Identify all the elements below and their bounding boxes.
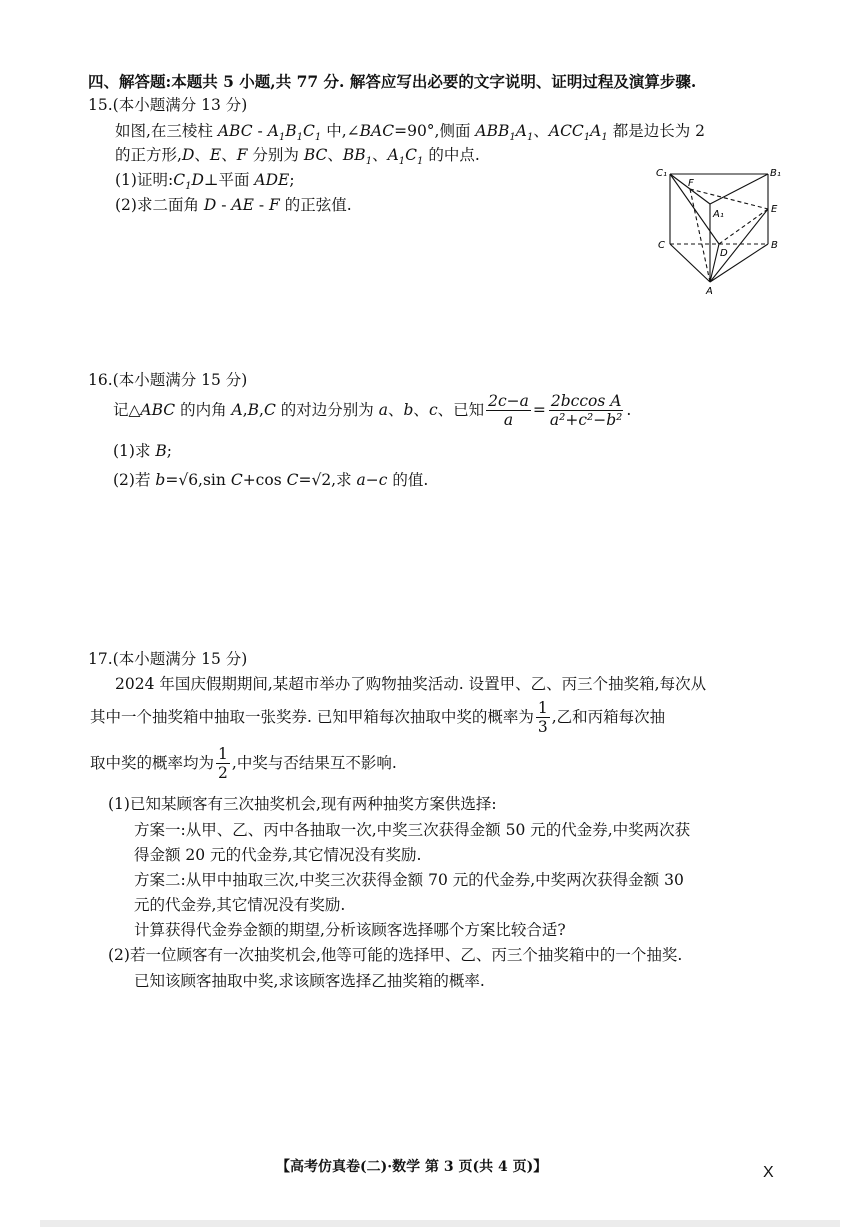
q17-line3: 取中奖的概率均为 $\frac{1}{2}$ ,中奖与否结果互不影响. — [90, 745, 397, 783]
edge-b1-a1 — [710, 174, 768, 204]
label-a1: A₁ — [713, 209, 724, 220]
q17-fraction-one-third: $\frac{1}{3}$ — [537, 699, 548, 737]
label-b: B — [771, 240, 778, 251]
line-c1-d — [670, 174, 719, 244]
q17-calc: 计算获得代金券金额的期望,分析该顾客选择哪个方案比较合适? — [134, 921, 566, 939]
q17-line1: 2024 年国庆假期期间,某超市举办了购物抽奖活动. 设置甲、乙、丙三个抽奖箱,每次从 — [115, 675, 707, 693]
q15-part1: (1)证明$:C_1D\perp$平面 ADE; — [115, 171, 295, 193]
label-f: F — [688, 178, 694, 189]
prism-figure — [650, 162, 790, 297]
line-f-a — [690, 189, 710, 282]
page-footer: 【高考仿真卷(二)·数学 第 3 页(共 4 页)】 — [276, 1159, 548, 1175]
q17-line2: 其中一个抽奖箱中抽取一张奖券. 已知甲箱每次抽取中奖的概率为 $\frac{1}{3}$ ,乙和丙箱每次抽 — [90, 699, 666, 737]
q17-part2-line1: (2)若一位顾客有一次抽奖机会,他等可能的选择甲、乙、丙三个抽奖箱中的一个抽奖. — [108, 946, 683, 964]
line-d-e — [719, 209, 768, 244]
edge-c-a — [670, 244, 710, 282]
q16-fraction-left: $\frac{2c-a}{a}$ — [488, 392, 529, 430]
q17-part2-line2: 已知该顾客抽取中奖,求该顾客选择乙抽奖箱的概率. — [134, 972, 485, 990]
q15-line2: 的正方形,D、E、F 分别为 BC、$BB_1$、$A_1C_1$ 的中点. — [115, 146, 480, 168]
q15-number: 15.(本小题满分 13 分) — [88, 96, 248, 114]
q17-plan2-line2: 元的代金券,其它情况没有奖励. — [134, 896, 346, 914]
q17-part1: (1)已知某顾客有三次抽奖机会,现有两种抽奖方案供选择: — [108, 795, 497, 813]
label-b1: B₁ — [770, 168, 781, 179]
label-a: A — [706, 286, 713, 297]
label-c: C — [658, 240, 665, 251]
q16-fraction-right: $\frac{\text{2bccos A}}{\text{a²+c²−b²}}$ — [549, 392, 623, 430]
label-e: E — [771, 204, 778, 215]
q15-line1: 如图,在三棱柱 ABC - $A_1B_1C_1$ 中,∠BAC=90°,侧面 $ABB_1A_1$、$ACC_1A_1$ 都是边长为 2 — [115, 122, 705, 144]
q15-part2: (2)求二面角 D - AE - F 的正弦值. — [115, 196, 352, 214]
q17-plan1-line1: 方案一:从甲、乙、丙中各抽取一次,中奖三次获得金额 50 元的代金券,中奖两次获 — [134, 821, 691, 839]
section-header: 四、解答题:本题共 5 小题,共 77 分. 解答应写出必要的文字说明、证明过程及演算步骤. — [88, 72, 697, 91]
q17-plan2-line1: 方案二:从甲中抽取三次,中奖三次获得金额 70 元的代金券,中奖两次获得金额 30 — [134, 871, 684, 889]
q16-number: 16.(本小题满分 15 分) — [88, 371, 248, 389]
edge-b-a — [710, 244, 768, 282]
q17-plan1-line2: 得金额 20 元的代金券,其它情况没有奖励. — [134, 846, 422, 864]
q16-part2: (2)若 b=√6,sin C+cos C=√2,求 a−c 的值. — [113, 471, 429, 489]
q17-fraction-one-half: $\frac{1}{2}$ — [218, 745, 228, 783]
scan-edge — [40, 1220, 840, 1227]
line-f-e — [690, 189, 768, 209]
footer-mark: X — [763, 1164, 774, 1181]
q17-number: 17.(本小题满分 15 分) — [88, 650, 248, 668]
label-d: D — [720, 248, 728, 259]
q16-line1: 记△ABC 的内角 A,B,C 的对边分别为 a、b、c、已知 $\frac{2c-a}{a}$ = $\frac{\text{2bccos A}}{\text{a²+c²−b²}}$ . — [113, 392, 632, 430]
label-c1: C₁ — [656, 168, 667, 179]
q16-part1: (1)求 B; — [113, 442, 173, 460]
